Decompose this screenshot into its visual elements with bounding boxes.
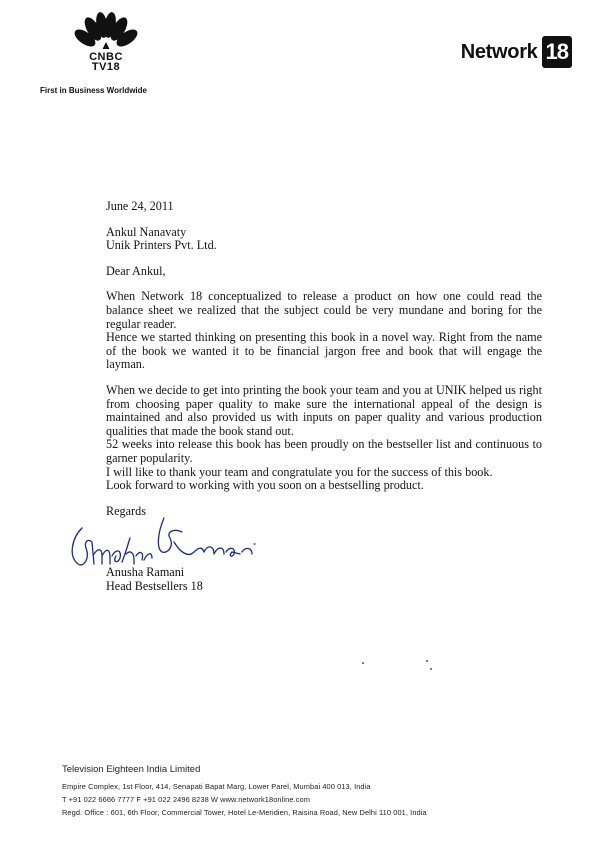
network18-badge: 18 (542, 36, 572, 68)
paragraph-4: 52 weeks into release this book has been proudly on the bestseller list and continuous to garner popularity. (106, 437, 542, 465)
letterhead-footer (62, 764, 562, 819)
tv18-wordmark: TV18 (91, 61, 121, 73)
recipient-company: Unik Printers Pvt. Ltd. (106, 238, 217, 253)
letter-body (106, 200, 542, 518)
footer-contact: T +91 022 6666 7777 F +91 022 2496 8238 W www.network18online.com (62, 795, 310, 804)
cnbc-logo (44, 12, 168, 72)
signatory-name: Anusha Ramani (106, 565, 185, 579)
signatory-title: Head Bestsellers 18 (106, 578, 203, 593)
closing: Regards (106, 503, 146, 518)
footer-company: Television Eighteen India Limited (62, 764, 201, 775)
scan-speck (430, 668, 432, 670)
cnbc-tagline: First in Business Worldwide (40, 86, 147, 95)
scan-speck (362, 662, 364, 664)
letter-date: June 24, 2011 (106, 199, 174, 213)
paragraph-1: When Network 18 conceptualized to release a product on how one could read the balance sheet we realized that the subject could be very mundane and boring for the regular reader. (106, 289, 542, 331)
recipient-name: Ankul Nanavaty (106, 224, 187, 239)
signatory-block (106, 566, 203, 593)
salutation: Dear Ankul, (106, 263, 166, 278)
scan-speck (426, 660, 428, 662)
paragraph-3: When we decide to get into printing the book your team and you at UNIK helped us right from choosing paper quality to make sure the international appeal of the design is maintained and also provided us with inputs on paper quality and various production qualities that made the book stand out. (106, 382, 542, 438)
footer-regd-office: Regd. Office : 601, 6th Floor, Commercial Tower, Hotel Le-Meridien, Raisina Road, New Delhi 110 001, India (62, 808, 427, 817)
cnbc-wordmark: CNBC (89, 51, 123, 63)
network18-logo (461, 36, 572, 68)
paragraph-6: Look forward to working with you soon on a bestselling product. (106, 478, 424, 493)
paragraph-2: Hence we started thinking on presenting this book in a novel way. Right from the name of the book we wanted it to be financial jargon free and book that will engage the layman. (106, 330, 542, 372)
peacock-icon (71, 12, 141, 52)
paragraph-5: I will like to thank your team and congratulate you for the success of this book. (106, 464, 493, 479)
network-wordmark: Network (460, 40, 538, 63)
footer-address: Empire Complex, 1st Floor, 414, Senapati Bapat Marg, Lower Parel, Mumbai 400 013, India (62, 782, 371, 791)
